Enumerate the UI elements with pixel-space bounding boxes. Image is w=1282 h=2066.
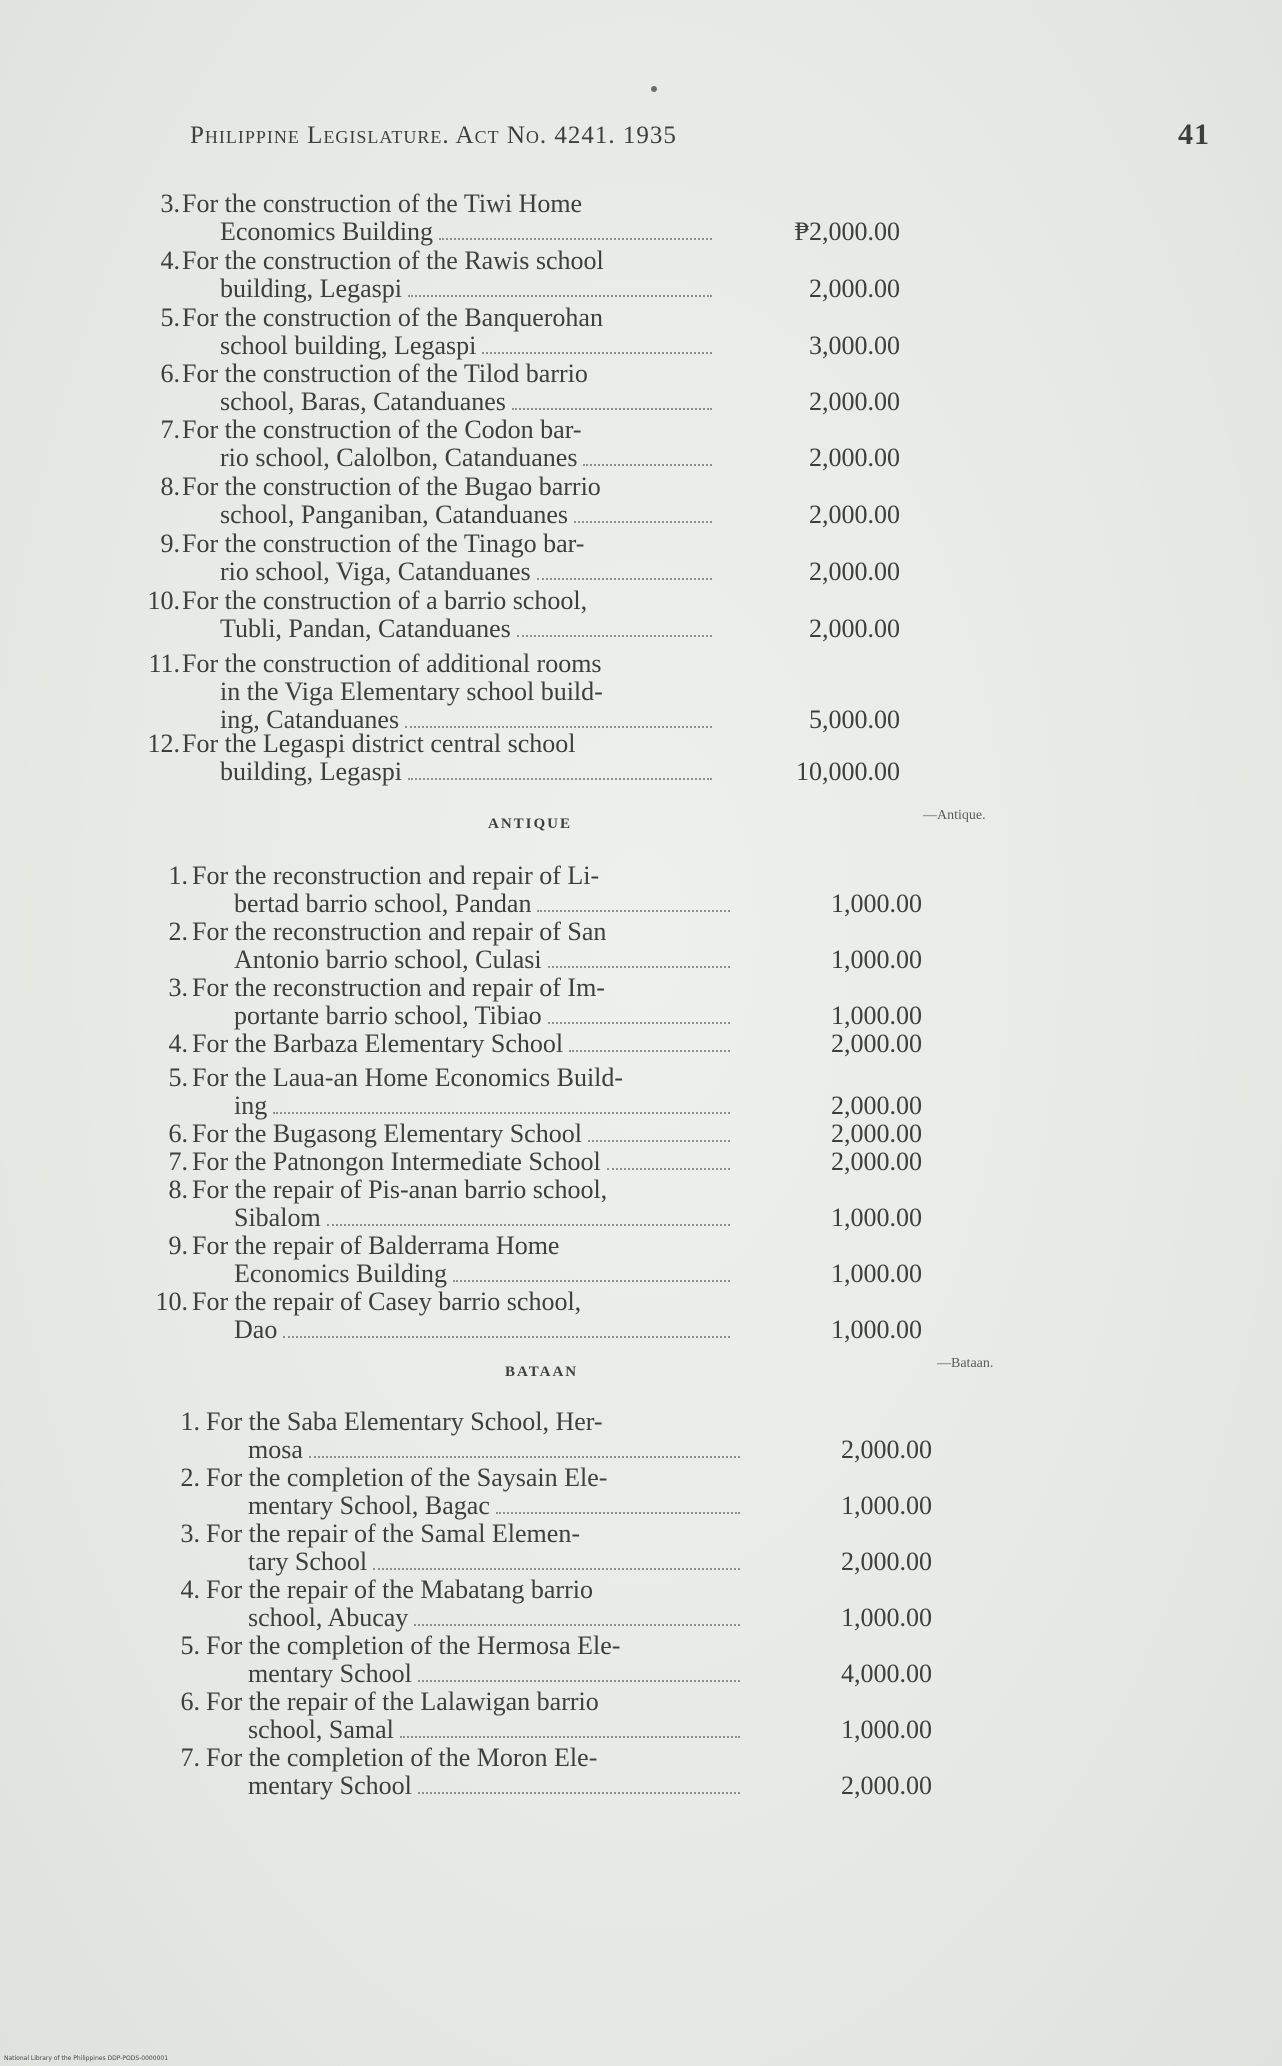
dot-leader: [482, 352, 712, 354]
item-description-line: For the completion of the Moron Ele-: [206, 1743, 598, 1772]
item-description-line: school, Samal: [248, 1715, 394, 1744]
item-number: 5.: [160, 303, 180, 332]
item-amount: 3,000.00: [809, 331, 900, 360]
item-description-line: mentary School: [248, 1659, 412, 1688]
list-item: [0, 1576, 1282, 1632]
item-number: 7.: [180, 1743, 200, 1772]
dot-leader: [453, 1280, 730, 1282]
dot-leader: [273, 1112, 730, 1114]
item-description-line: building, Legaspi: [220, 757, 402, 786]
item-description-line: mentary School, Bagac: [248, 1491, 490, 1520]
item-description-line: For the Bugasong Elementary School: [192, 1119, 582, 1148]
item-amount: 10,000.00: [796, 757, 900, 786]
item-number: 4.: [168, 1029, 188, 1058]
item-amount: 2,000.00: [809, 443, 900, 472]
dot-leader: [327, 1224, 730, 1226]
item-amount: 2,000.00: [831, 1029, 922, 1058]
item-amount: 1,000.00: [841, 1491, 932, 1520]
item-description-line: Sibalom: [234, 1203, 321, 1232]
dot-leader: [439, 238, 712, 240]
item-description-line: Economics Building: [234, 1259, 448, 1288]
list-item: [0, 918, 1282, 974]
item-description-line: tary School: [248, 1547, 368, 1576]
dot-leader: [588, 1140, 730, 1142]
item-number: 3.: [160, 189, 180, 218]
item-amount: 2,000.00: [809, 387, 900, 416]
dot-leader: [548, 966, 730, 968]
item-description-line: For the construction of a barrio school,: [182, 586, 588, 615]
dot-leader: [537, 578, 712, 580]
list-item: [0, 1408, 1282, 1464]
list-item: [0, 530, 1282, 586]
item-amount: 1,000.00: [831, 1259, 922, 1288]
item-amount: 1,000.00: [831, 1203, 922, 1232]
item-amount: ₱2,000.00: [794, 217, 900, 246]
item-description-line: For the Saba Elementary School, Her-: [206, 1407, 603, 1436]
item-description-line: For the reconstruction and repair of Im-: [192, 973, 605, 1002]
list-item: [0, 974, 1282, 1030]
item-number: 3.: [168, 973, 188, 1002]
item-number: 11.: [148, 649, 180, 678]
item-amount: 2,000.00: [809, 500, 900, 529]
list-item: [0, 473, 1282, 529]
item-description-line: rio school, Viga, Catanduanes: [220, 557, 531, 586]
list-item: [0, 1688, 1282, 1744]
margin-note-antique: —Antique.: [923, 808, 986, 823]
list-item: [0, 730, 1282, 786]
item-amount: 2,000.00: [841, 1435, 932, 1464]
item-description-line: school, Baras, Catanduanes: [220, 387, 506, 416]
item-number: 9.: [160, 529, 180, 558]
list-item: [0, 649, 1282, 734]
item-description-line: school, Panganiban, Catanduanes: [220, 500, 569, 529]
item-description-line: mentary School: [248, 1771, 412, 1800]
item-description-line: Dao: [234, 1315, 278, 1344]
item-description-line: For the repair of Pis-anan barrio school,: [192, 1175, 608, 1204]
item-description-line: portante barrio school, Tibiao: [234, 1001, 542, 1030]
list-item: [0, 247, 1282, 303]
list-item: [0, 1064, 1282, 1120]
item-number: 2.: [180, 1463, 200, 1492]
dot-leader: [309, 1456, 740, 1458]
item-description-line: For the construction of the Banquerohan: [182, 303, 603, 332]
item-description-line: For the construction of the Tiwi Home: [182, 189, 583, 218]
item-description-line: school, Abucay: [248, 1603, 409, 1632]
dot-leader: [496, 1512, 740, 1514]
item-description-line: For the construction of the Codon bar-: [182, 415, 582, 444]
item-number: 6.: [180, 1687, 200, 1716]
list-item: [0, 1288, 1282, 1344]
item-number: 4.: [160, 246, 180, 275]
list-item: [0, 190, 1282, 246]
list-item: [0, 1464, 1282, 1520]
item-number: 9.: [168, 1231, 188, 1260]
dot-leader: [414, 1624, 740, 1626]
list-item: [0, 1520, 1282, 1576]
item-number: 2.: [168, 917, 188, 946]
item-description-line: For the construction of the Tinago bar-: [182, 529, 585, 558]
item-number: 8.: [168, 1175, 188, 1204]
dot-leader: [283, 1336, 730, 1338]
item-description-line: For the repair of Casey barrio school,: [192, 1287, 582, 1316]
dot-leader: [405, 726, 712, 728]
item-number: 10.: [147, 586, 180, 615]
item-description-line: Tubli, Pandan, Catanduanes: [220, 614, 511, 643]
dot-leader: [373, 1568, 740, 1570]
item-number: 5.: [180, 1631, 200, 1660]
dot-leader: [400, 1736, 740, 1738]
item-description-line: For the reconstruction and repair of Li-: [192, 861, 600, 890]
dot-leader: [537, 910, 730, 912]
list-item: [0, 1176, 1282, 1232]
list-item: [0, 304, 1282, 360]
item-number: 3.: [180, 1519, 200, 1548]
item-description-line: For the Laua-an Home Economics Build-: [192, 1063, 624, 1092]
item-amount: 2,000.00: [809, 274, 900, 303]
item-number: 1.: [168, 861, 188, 890]
item-amount: 5,000.00: [809, 705, 900, 734]
item-amount: 1,000.00: [841, 1603, 932, 1632]
item-amount: 2,000.00: [841, 1771, 932, 1800]
page-header: [190, 118, 1210, 158]
item-description-line: For the repair of the Mabatang barrio: [206, 1575, 593, 1604]
list-item: [0, 587, 1282, 643]
item-amount: 1,000.00: [841, 1715, 932, 1744]
item-number: 7.: [168, 1147, 188, 1176]
item-number: 5.: [168, 1063, 188, 1092]
list-item: [0, 862, 1282, 918]
list-item: [0, 1744, 1282, 1800]
item-description-line: Antonio barrio school, Culasi: [234, 945, 542, 974]
item-amount: 2,000.00: [809, 557, 900, 586]
item-description-line: mosa: [248, 1435, 303, 1464]
item-amount: 4,000.00: [841, 1659, 932, 1688]
item-description-line: For the repair of the Samal Elemen-: [206, 1519, 580, 1548]
item-description-line: For the Barbaza Elementary School: [192, 1029, 564, 1058]
list-item: [0, 416, 1282, 472]
item-amount: 1,000.00: [831, 945, 922, 974]
item-description-line: For the repair of Balderrama Home: [192, 1231, 560, 1260]
list-item: [0, 1632, 1282, 1688]
item-description-line: For the completion of the Saysain Ele-: [206, 1463, 608, 1492]
item-description-line: in the Viga Elementary school build-: [220, 677, 603, 706]
item-amount: 1,000.00: [831, 889, 922, 918]
dot-leader: [548, 1022, 730, 1024]
dot-leader: [607, 1168, 730, 1170]
list-item: [0, 360, 1282, 416]
item-number: 8.: [160, 472, 180, 501]
scan-footer: National Library of the Philippines DDP-PODS-0000001: [4, 2055, 169, 2062]
item-number: 10.: [155, 1287, 188, 1316]
item-description-line: bertad barrio school, Pandan: [234, 889, 532, 918]
item-amount: 2,000.00: [841, 1547, 932, 1576]
item-description-line: ing: [234, 1091, 268, 1120]
item-description-line: ing, Catanduanes: [220, 705, 400, 734]
section-heading-antique: ANTIQUE: [488, 816, 573, 832]
item-amount: 1,000.00: [831, 1315, 922, 1344]
dot-leader: [512, 408, 712, 410]
item-number: 6.: [168, 1119, 188, 1148]
page-number: 41: [1178, 118, 1210, 151]
ink-dot: [651, 86, 657, 92]
item-description-line: For the repair of the Lalawigan barrio: [206, 1687, 599, 1716]
item-description-line: rio school, Calolbon, Catanduanes: [220, 443, 578, 472]
item-description-line: For the Patnongon Intermediate School: [192, 1147, 601, 1176]
item-number: 7.: [160, 415, 180, 444]
item-description-line: For the reconstruction and repair of San: [192, 917, 607, 946]
item-number: 4.: [180, 1575, 200, 1604]
item-amount: 1,000.00: [831, 1001, 922, 1030]
running-head: Philippine Legislature. Act No. 4241. 1935: [190, 122, 677, 149]
list-item: [0, 1232, 1282, 1288]
item-description-line: Economics Building: [220, 217, 434, 246]
dot-leader: [408, 778, 712, 780]
item-amount: 2,000.00: [809, 614, 900, 643]
section-heading-bataan: BATAAN: [505, 1364, 579, 1380]
item-description-line: school building, Legaspi: [220, 331, 477, 360]
item-amount: 2,000.00: [831, 1091, 922, 1120]
item-description-line: For the construction of the Rawis school: [182, 246, 604, 275]
item-amount: 2,000.00: [831, 1119, 922, 1148]
item-number: 12.: [147, 729, 180, 758]
item-number: 6.: [160, 359, 180, 388]
item-description-line: For the construction of the Bugao barrio: [182, 472, 601, 501]
dot-leader: [517, 635, 712, 637]
item-number: 1.: [180, 1407, 200, 1436]
margin-note-bataan: —Bataan.: [937, 1356, 994, 1371]
item-amount: 2,000.00: [831, 1147, 922, 1176]
dot-leader: [418, 1680, 740, 1682]
dot-leader: [569, 1050, 730, 1052]
item-description-line: building, Legaspi: [220, 274, 402, 303]
item-description-line: For the Legaspi district central school: [182, 729, 576, 758]
dot-leader: [574, 521, 712, 523]
dot-leader: [583, 464, 712, 466]
item-description-line: For the construction of the Tilod barrio: [182, 359, 588, 388]
dot-leader: [418, 1792, 740, 1794]
item-description-line: For the completion of the Hermosa Ele-: [206, 1631, 621, 1660]
dot-leader: [408, 295, 712, 297]
item-description-line: For the construction of additional rooms: [182, 649, 602, 678]
